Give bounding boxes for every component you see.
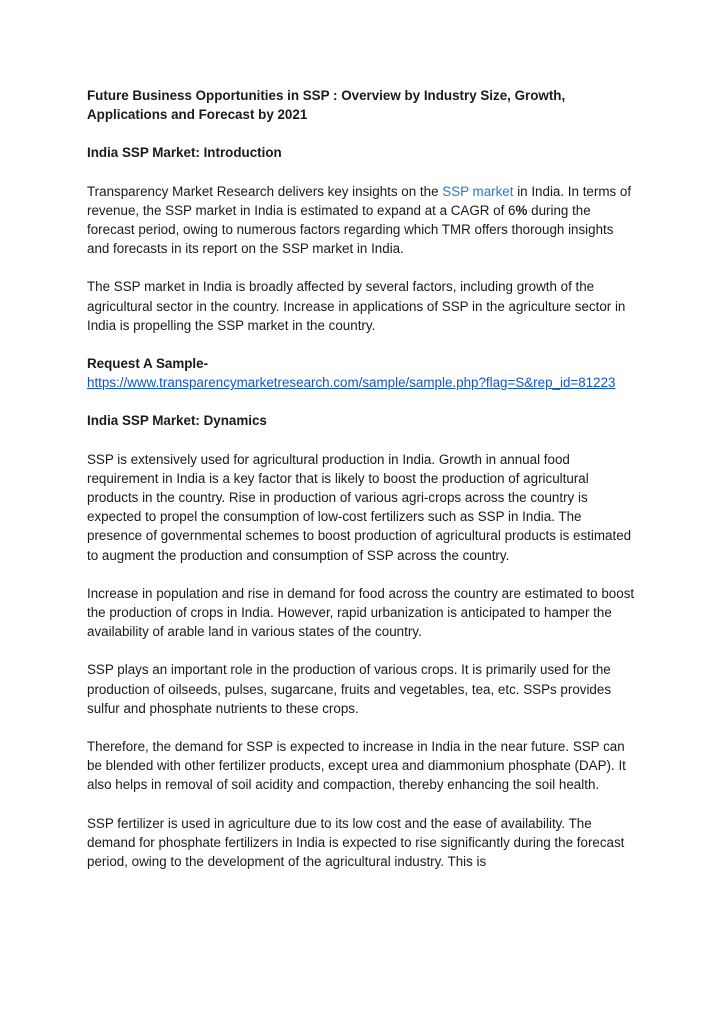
document-page: [87, 86, 635, 890]
intro-text-after-link: in India. In terms of revenue, the SSP market in India is estimated to expand at a CAGR of 6: [87, 183, 632, 218]
dynamics-paragraph: Increase in population and rise in demand for food across the country are estimated to boost the production of crops in India. However, rapid urbanization is anticipated to hamper the availability of arable land in various states of the country.: [87, 585, 635, 640]
dynamics-paragraph: SSP fertilizer is used in agriculture due to its low cost and the ease of availability. The demand for phosphate fertilizers in India is expected to rise significantly during the forecast period, owing to the development of the agricultural industry. This is: [87, 815, 625, 870]
request-sample-url-link[interactable]: https://www.transparencymarketresearch.com/sample/sample.php?flag=S&rep_id=81223: [87, 375, 616, 391]
ssp-market-link[interactable]: SSP market: [442, 183, 514, 199]
dynamics-paragraph: SSP plays an important role in the production of various crops. It is primarily used for the production of oilseeds, pulses, sugarcane, fruits and vegetables, tea, etc. SSPs provides sulfur and phosphate nutrients to these crops.: [87, 662, 612, 716]
cagr-percent-sign: %: [515, 202, 528, 218]
request-sample-block: [87, 354, 635, 392]
intro-text-before-link: Transparency Market Research delivers key insights on the: [87, 183, 443, 199]
intro-paragraph-1: [87, 182, 635, 259]
intro-heading: India SSP Market: Introduction: [87, 145, 282, 161]
document-title: Future Business Opportunities in SSP : Overview by Industry Size, Growth, Applications and Forecast by 2021: [87, 88, 566, 123]
intro-paragraph-2: The SSP market in India is broadly affected by several factors, including growth of the agricultural sector in the country. Increase in applications of SSP in the agriculture sector in India is propelling the SSP market in the country.: [87, 279, 626, 333]
request-sample-label: Request A Sample-: [87, 356, 209, 372]
intro-text-end: during the forecast period, owing to numerous factors regarding which TMR offers thorough insights and forecasts in its report on the SSP market in India.: [87, 202, 614, 257]
dynamics-paragraph: Therefore, the demand for SSP is expected to increase in India in the near future. SSP can be blended with other fertilizer products, except urea and diammonium phosphate (DAP). It also helps in removal of soil acidity and compaction, thereby enhancing the soil health.: [87, 739, 626, 793]
dynamics-paragraph: SSP is extensively used for agricultural production in India. Growth in annual food requirement in India is a key factor that is likely to boost the production of agricultural products in the country. Rise in production of various agri-crops across the country is expected to propel the consumption of low-cost fertilizers such as SSP in India. The presence of governmental schemes to boost production of agricultural products is estimated to augment the production and consumption of SSP across the country.: [87, 451, 632, 563]
dynamics-heading: India SSP Market: Dynamics: [87, 413, 267, 429]
